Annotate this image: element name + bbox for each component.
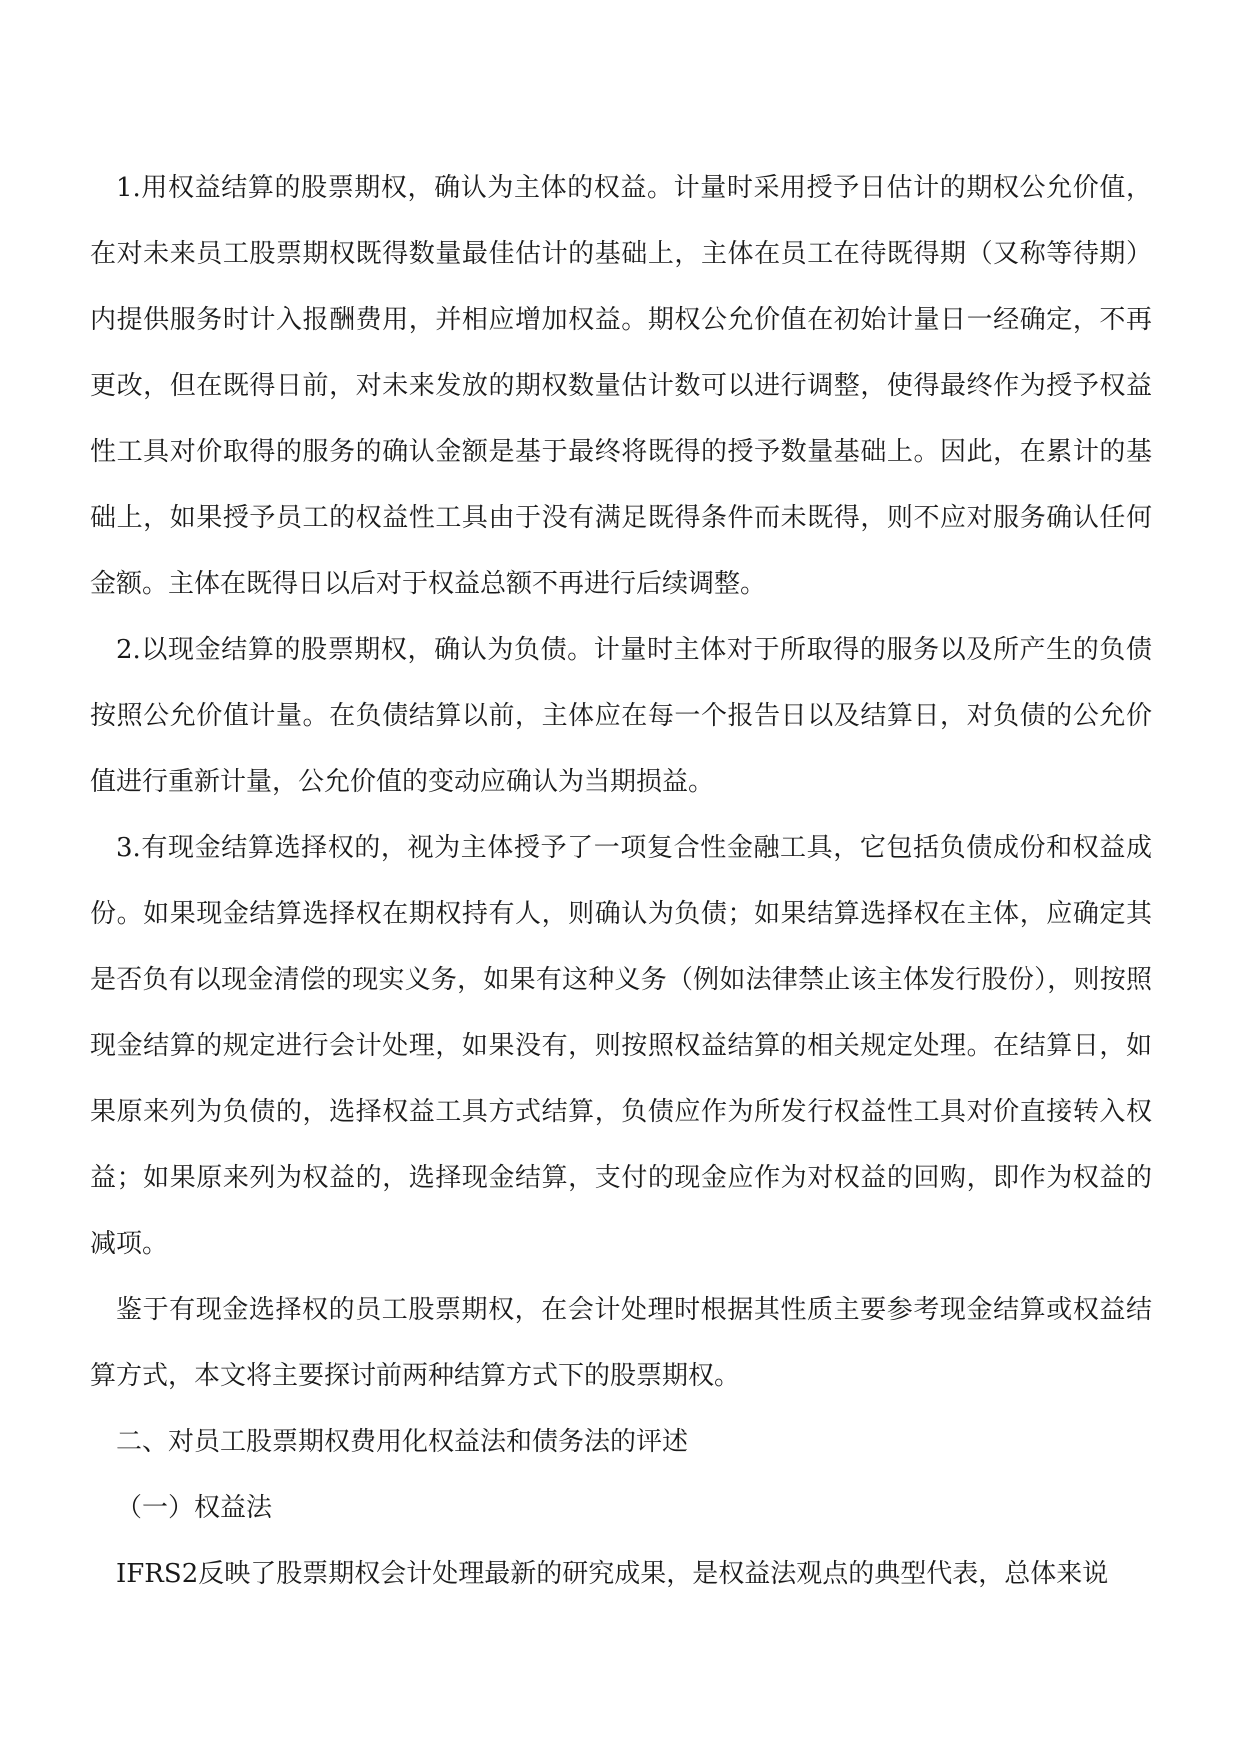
paragraph-cash-settled: 2.以现金结算的股票期权，确认为负债。计量时主体对于所取得的服务以及所产生的负债按照公允价值计量。在负债结算以前，主体应在每一个报告日以及结算日，对负债的公允价值进行重新计量，公允价值的变动应确认为当期损益。: [90, 635, 1152, 797]
paragraph-conclusion: 鉴于有现金选择权的员工股票期权，在会计处理时根据其性质主要参考现金结算或权益结算方式，本文将主要探讨前两种结算方式下的股票期权。: [90, 1295, 1152, 1391]
subsection-heading: （一）权益法: [116, 1493, 273, 1523]
document-body: [90, 155, 1152, 1607]
paragraph-equity-settled: 1.用权益结算的股票期权，确认为主体的权益。计量时采用授予日估计的期权公允价值，在对未来员工股票期权既得数量最佳估计的基础上，主体在员工在待既得期（又称等待期）内提供服务时计入报酬费用，并相应增加权益。期权公允价值在初始计量日一经确定，不再更改，但在既得日前，对未来发放的期权数量估计数可以进行调整，使得最终作为授予权益性工具对价取得的服务的确认金额是基于最终将既得的授予数量基础上。因此，在累计的基础上，如果授予员工的权益性工具由于没有满足既得条件而未既得，则不应对服务确认任何金额。主体在既得日以后对于权益总额不再进行后续调整。: [90, 173, 1152, 599]
paragraph-cash-option: 3.有现金结算选择权的，视为主体授予了一项复合性金融工具，它包括负债成份和权益成份。如果现金结算选择权在期权持有人，则确认为负债；如果结算选择权在主体，应确定其是否负有以现金清偿的现实义务，如果有这种义务（例如法律禁止该主体发行股份），则按照现金结算的规定进行会计处理，如果没有，则按照权益结算的相关规定处理。在结算日，如果原来列为负债的，选择权益工具方式结算，负债应作为所发行权益性工具对价直接转入权益；如果原来列为权益的，选择现金结算，支付的现金应作为对权益的回购，即作为权益的减项。: [90, 833, 1152, 1259]
paragraph-ifrs2: IFRS2反映了股票期权会计处理最新的研究成果，是权益法观点的典型代表，总体来说: [116, 1559, 1109, 1589]
section-heading: 二、对员工股票期权费用化权益法和债务法的评述: [116, 1427, 689, 1457]
